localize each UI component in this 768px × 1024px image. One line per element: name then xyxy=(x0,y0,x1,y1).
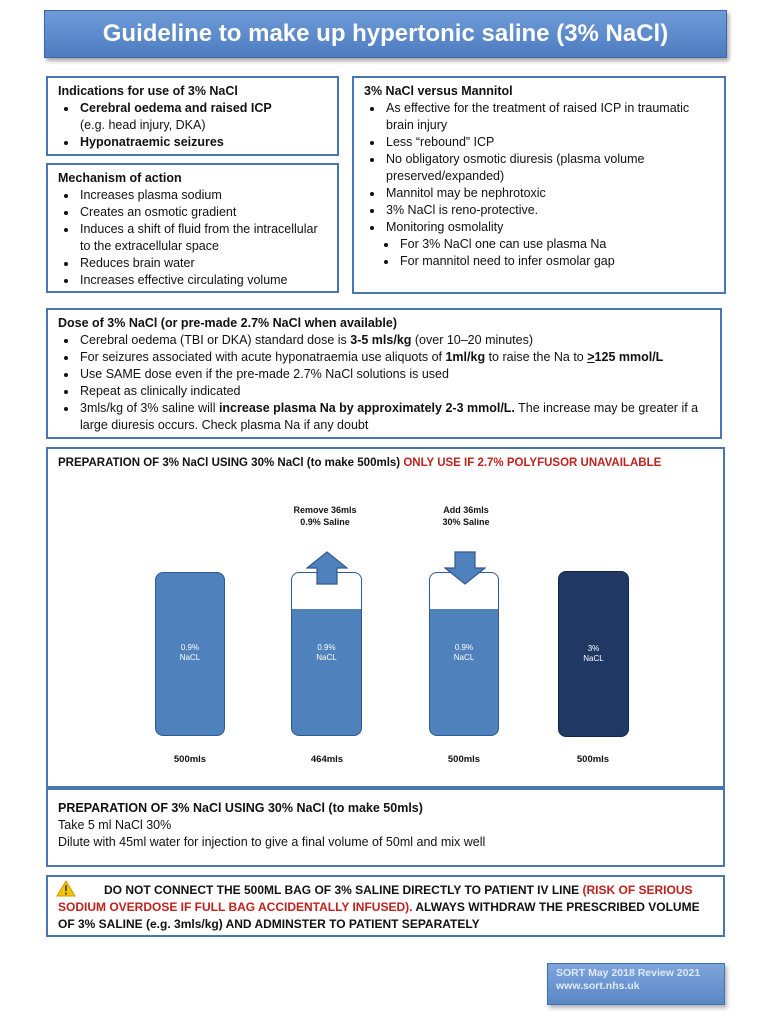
mechanism-item: • Increases plasma sodium xyxy=(78,187,327,204)
alert-instruction-text: ALWAYS WITHDRAW THE PRESCRIBED VOLUME OF 3% SALINE (e.g. 3mls/kg) AND ADMINSTER TO PATIENT SEPARATELY xyxy=(58,900,700,931)
footer-badge xyxy=(547,963,725,1005)
dose-item: • For seizures associated with acute hyponatraemia use aliquots of 1ml/kg to raise the Na to >125 mmol/L xyxy=(78,349,710,366)
footer-date: SORT May 2018 Review 2021 xyxy=(556,967,701,979)
indications-panel xyxy=(46,76,339,156)
arrow-down-icon xyxy=(444,551,486,585)
bag-volume: 500mls xyxy=(447,754,481,765)
indication-item: Cerebral oedema and raised ICP xyxy=(80,101,272,115)
dose-panel xyxy=(46,308,722,439)
mechanism-item: • Increases effective circulating volume xyxy=(78,272,327,289)
alert-panel xyxy=(46,875,725,937)
mannitol-subitem: • For 3% NaCl one can use plasma Na xyxy=(398,236,714,253)
indication-item: • Hyponatraemic seizures xyxy=(78,134,327,151)
bag-0-9-nacl: 0.9% NaCL xyxy=(155,572,225,736)
mannitol-subitem: • For mannitol need to infer osmolar gap xyxy=(398,253,714,270)
mannitol-item: • As effective for the treatment of raised ICP in traumatic brain injury xyxy=(384,100,714,134)
bag-volume: 500mls xyxy=(576,754,610,765)
mannitol-item: • No obligatory osmotic diuresis (plasma volume preserved/expanded) xyxy=(384,151,714,185)
mannitol-item: • Monitoring osmolality xyxy=(384,219,714,236)
prep-50-heading: PREPARATION OF 3% NaCl USING 30% NaCl (to make 50mls) xyxy=(58,801,423,815)
mechanism-item: • Induces a shift of fluid from the intracellular to the extracellular space xyxy=(78,221,327,255)
bag-0-9-nacl-reduced: 0.9% NaCL xyxy=(291,572,362,736)
mechanism-heading: Mechanism of action xyxy=(58,171,182,185)
remove-step-label: Remove 36mls 0.9% Saline xyxy=(293,505,357,527)
bag-volume: 464mls xyxy=(310,754,344,765)
page-title: Guideline to make up hypertonic saline (3% NaCl) xyxy=(44,10,727,58)
arrow-up-icon xyxy=(306,551,348,585)
dose-heading: Dose of 3% NaCl (or pre-made 2.7% NaCl when available) xyxy=(58,316,397,330)
mechanism-panel xyxy=(46,163,339,293)
mannitol-item: • Less “rebound” ICP xyxy=(384,134,714,151)
footer-link[interactable]: www.sort.nhs.uk xyxy=(556,980,640,992)
dose-item: • Repeat as clinically indicated xyxy=(78,383,710,400)
prep-500-heading: PREPARATION OF 3% NaCl USING 30% NaCl (to make 500mls) xyxy=(58,457,401,469)
prep-50-step: Take 5 ml NaCl 30% xyxy=(58,818,172,832)
mechanism-item: • Creates an osmotic gradient xyxy=(78,204,327,221)
indication-example: (e.g. head injury, DKA) xyxy=(80,118,206,132)
alert-text: DO NOT CONNECT THE 500ML BAG OF 3% SALINE DIRECTLY TO PATIENT IV LINE xyxy=(104,883,583,897)
bag-volume: 500mls xyxy=(173,754,207,765)
prep-50-panel xyxy=(46,788,725,867)
prep-500-panel xyxy=(46,447,725,788)
dose-item: • Cerebral oedema (TBI or DKA) standard dose is 3-5 mls/kg (over 10–20 minutes) xyxy=(78,332,710,349)
dose-item: • 3mls/kg of 3% saline will increase plasma Na by approximately 2-3 mmol/L. The increase may be greater if a large diuresis occurs. Check plasma Na if any doubt xyxy=(78,400,710,434)
prep-500-warning: ONLY USE IF 2.7% POLYFUSOR UNAVAILABLE xyxy=(403,457,662,469)
mannitol-panel xyxy=(352,76,726,294)
dose-item: • Use SAME dose even if the pre-made 2.7% NaCl solutions is used xyxy=(78,366,710,383)
bag-3-nacl: 3% NaCL xyxy=(558,571,629,737)
bag-0-9-nacl-topped: 0.9% NaCL xyxy=(429,572,499,736)
mannitol-item: • 3% NaCl is reno-protective. xyxy=(384,202,714,219)
add-step-label: Add 36mls 30% Saline xyxy=(442,505,490,527)
indications-heading: Indications for use of 3% NaCl xyxy=(58,84,238,98)
alert-risk-text: (RISK OF SERIOUS SODIUM OVERDOSE IF FULL BAG ACCIDENTALLY INFUSED). xyxy=(58,883,693,914)
warning-icon xyxy=(56,880,76,897)
mannitol-item: • Mannitol may be nephrotoxic xyxy=(384,185,714,202)
prep-50-step: Dilute with 45ml water for injection to give a final volume of 50ml and mix well xyxy=(58,835,486,849)
mechanism-item: • Reduces brain water xyxy=(78,255,327,272)
mannitol-heading: 3% NaCl versus Mannitol xyxy=(364,84,513,98)
